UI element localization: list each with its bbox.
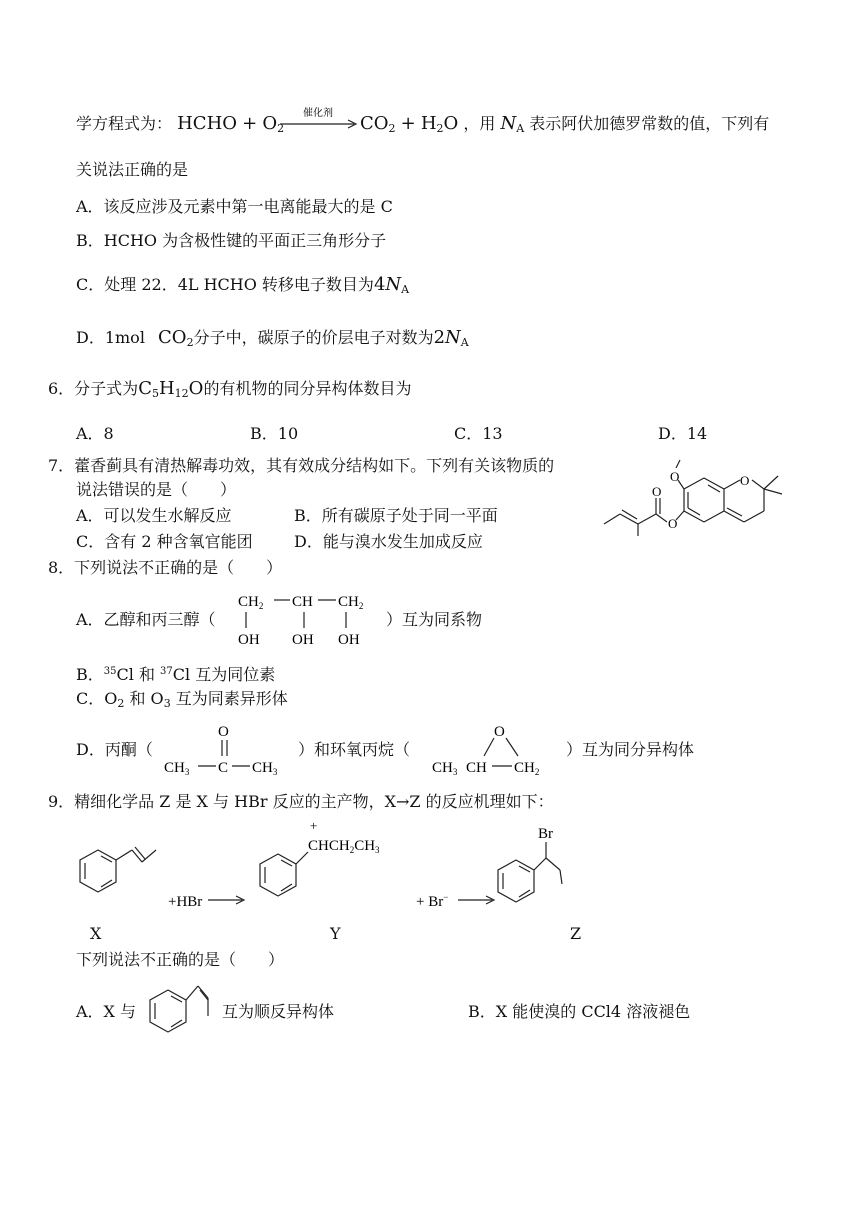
q5-na-sub: A xyxy=(516,122,525,135)
q5-na-symbol: N xyxy=(500,113,517,134)
q5-plus2: + xyxy=(400,113,416,134)
q8-glycerol-structure xyxy=(234,588,384,656)
glycerol-oh-1: OH xyxy=(238,632,260,648)
glycerol-oh-3: OH xyxy=(338,632,360,648)
q5-h2o-o: O xyxy=(443,113,459,134)
q8-option-d-prefix: D．丙酮（ xyxy=(76,740,153,759)
epoxide-ch2: $CH_2$ xyxy=(514,760,540,777)
q6-h-sub: 12 xyxy=(174,387,189,400)
glycerol-oh-2: OH xyxy=(292,632,314,648)
q6-option-a: A．8 xyxy=(76,424,114,443)
q9-label-x: X xyxy=(90,924,102,943)
q5-co2: CO xyxy=(360,113,389,134)
q5-option-d-na: N xyxy=(445,327,461,348)
q7-option-c: C．含有 2 种含氧官能团 xyxy=(76,532,253,551)
q7-line1: 7．藿香蓟具有清热解毒功效，其有效成分结构如下。下列有关该物质的 xyxy=(48,456,555,475)
q6-stem xyxy=(48,379,411,404)
q9-label-y: Y xyxy=(330,924,341,943)
q8-option-c-mid: 和 O xyxy=(129,689,164,708)
q8-o3-sub: 3 xyxy=(163,697,171,710)
q7-line2: 说法错误的是（ ） xyxy=(76,480,237,499)
q5-h2o-h: H xyxy=(420,113,437,134)
q9-option-a-prefix: A．X 与 xyxy=(76,1002,137,1021)
q5-catalyst-label: 催化剂 xyxy=(303,108,333,119)
q5-option-c-na: N xyxy=(385,274,402,295)
q5-reaction-arrow xyxy=(276,104,360,138)
q9-question: 下列说法不正确的是（ ） xyxy=(76,950,285,969)
q5-h2o-sub: 2 xyxy=(436,122,444,135)
q5-prefix: 学方程式为： xyxy=(76,114,173,133)
glycerol-ch2-left: $CH_2$ xyxy=(238,594,264,611)
q5-o2-sub: 2 xyxy=(277,122,285,135)
q9-cation-plus: + xyxy=(310,820,318,833)
q5-line1-suffix: 表示阿伏加德罗常数的值，下列有 xyxy=(529,114,770,133)
q8-cl35-mass: 35 xyxy=(103,666,117,677)
q6-c: C xyxy=(138,378,152,399)
epoxide-ch3: $CH_3$ xyxy=(432,760,458,777)
q8-acetone-structure xyxy=(160,718,290,782)
q5-option-d-prefix: D．1mol xyxy=(76,328,145,347)
q6-option-c: C．13 xyxy=(454,424,503,443)
q5-option-c xyxy=(76,275,409,300)
q9-hbr-reagent: +HBr xyxy=(168,894,203,910)
acetone-ch3-left: $CH_3$ xyxy=(164,760,190,777)
q5-line2: 关说法正确的是 xyxy=(76,160,189,179)
q5-plus: + xyxy=(242,113,258,134)
q8-option-d-mid: ）和环氧丙烷（ xyxy=(298,740,411,759)
q5-o2: O xyxy=(262,113,278,134)
acetone-ch3-right: $CH_3$ xyxy=(252,760,278,777)
q9-bromide: + Br− xyxy=(416,892,449,910)
q6-h: H xyxy=(158,378,175,399)
q6-option-b: B．10 xyxy=(250,424,299,443)
q9-cation-label: $CHCH_2CH_3$ xyxy=(308,838,380,855)
q7-ageratochromene-structure xyxy=(600,458,800,542)
q9-option-b: B．X 能使溴的 CCl4 溶液褪色 xyxy=(468,1002,691,1021)
q9-structure-z xyxy=(498,826,562,902)
q7-ester-o: O xyxy=(668,516,678,531)
q7-pyran-o: O xyxy=(740,473,750,488)
q5-option-d-na-sub: A xyxy=(460,336,469,349)
q7-option-d: D．能与溴水发生加成反应 xyxy=(294,532,483,551)
q5-option-d-sub: 2 xyxy=(186,336,194,349)
q5-co2-sub: 2 xyxy=(388,122,396,135)
q5-option-d-coef: 2 xyxy=(433,327,446,348)
q7-methoxy-o: O xyxy=(670,469,680,484)
q6-suffix: 的有机物的同分异构体数目为 xyxy=(203,379,412,398)
q5-option-a: A．该反应涉及元素中第一电离能最大的是 C xyxy=(76,197,393,216)
q8-option-c xyxy=(76,689,288,714)
q5-option-d-co2: CO xyxy=(158,327,187,348)
glycerol-ch2-right: $CH_2$ xyxy=(338,594,364,611)
q9-label-z: Z xyxy=(570,924,582,943)
q7-option-b: B．所有碳原子处于同一平面 xyxy=(294,506,498,525)
q8-option-a-suffix: ）互为同系物 xyxy=(386,610,483,629)
q8-option-c-prefix: C．O xyxy=(76,689,118,708)
q9-z-br: Br xyxy=(538,826,553,842)
q8-epoxypropane-structure xyxy=(428,718,558,782)
q8-o2-sub: 2 xyxy=(117,697,125,710)
epoxide-ch: CH xyxy=(466,760,487,776)
q8-stem: 8．下列说法不正确的是（ ） xyxy=(48,558,283,577)
q9-mechanism xyxy=(70,820,690,924)
q8-cl35: Cl 和 xyxy=(116,665,155,684)
q5-comma-text: ，用 xyxy=(463,114,496,133)
acetone-c: C xyxy=(218,760,229,776)
q5-option-c-coef: 4 xyxy=(373,274,386,295)
q5-option-b: B．HCHO 为含极性键的平面正三角形分子 xyxy=(76,231,387,250)
q8-cl37: Cl 互为同位素 xyxy=(172,665,276,684)
q9-stem: 9．精细化学品 Z 是 X 与 HBr 反应的主产物，X→Z 的反应机理如下： xyxy=(48,792,554,811)
q5-option-c-text: C．处理 22．4L HCHO 转移电子数目为 xyxy=(76,275,374,294)
q7-carbonyl-o: O xyxy=(652,484,662,499)
q9-option-a-suffix: 互为顺反异构体 xyxy=(222,1002,335,1021)
epoxide-o: O xyxy=(494,724,505,740)
q5-option-d xyxy=(76,328,469,353)
acetone-o: O xyxy=(218,724,229,740)
q8-cl37-mass: 37 xyxy=(160,666,173,677)
q8-option-a-prefix: A．乙醇和丙三醇（ xyxy=(76,610,216,629)
q5-option-d-mid: 分子中，碳原子的价层电子对数为 xyxy=(193,328,434,347)
q5-equation-line xyxy=(76,114,284,139)
q5-products xyxy=(360,114,769,139)
q9-structure-y xyxy=(260,820,380,896)
q8-option-b-label: B． xyxy=(76,665,104,684)
q8-option-c-suffix: 互为同素异形体 xyxy=(175,689,288,708)
q5-option-c-na-sub: A xyxy=(401,283,410,296)
q6-o: O xyxy=(188,378,204,399)
q9-structure-x xyxy=(80,847,156,892)
q6-c-sub: 5 xyxy=(151,387,159,400)
q6-option-d: D．14 xyxy=(658,424,708,443)
q8-option-d-suffix: ）互为同分异构体 xyxy=(566,740,695,759)
q6-prefix: 6．分子式为 xyxy=(48,379,139,398)
glycerol-ch-middle: CH xyxy=(292,594,313,610)
q8-option-b xyxy=(76,662,275,685)
q7-option-a: A．可以发生水解反应 xyxy=(76,506,232,525)
q5-hcho: HCHO xyxy=(177,113,238,134)
q9-cis-isomer-structure xyxy=(140,982,220,1046)
